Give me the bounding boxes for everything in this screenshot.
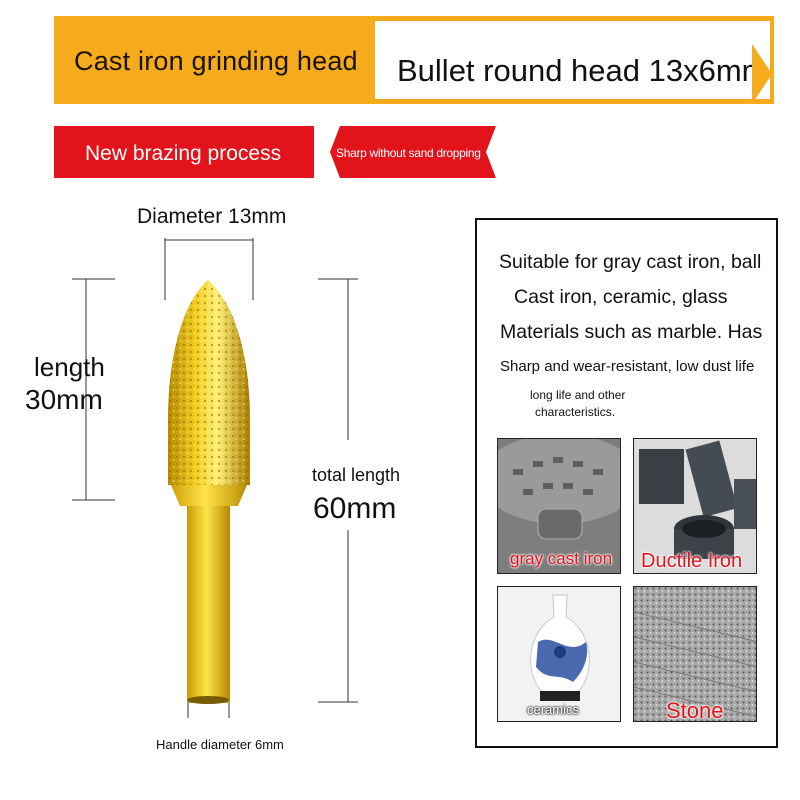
total-length-label: total length (312, 465, 401, 485)
tile-caption-gray-cast-iron: gray cast iron (510, 549, 613, 568)
tile-caption-ductile-iron: Ductile Iron (641, 550, 743, 572)
feature-tag-label: Sharp without sand dropping (336, 146, 481, 160)
panel-line-5: long life and other (530, 388, 626, 402)
panel-line-2: Cast iron, ceramic, glass (514, 286, 728, 308)
panel-line-6: characteristics. (535, 405, 616, 419)
banner-arrow-icon (752, 44, 772, 104)
tile-caption-stone: Stone (666, 698, 724, 723)
length-value: 30mm (25, 384, 103, 415)
total-length-value: 60mm (313, 492, 397, 525)
banner-title: Cast iron grinding head (74, 46, 358, 76)
panel-line-4: Sharp and wear-resistant, low dust life (500, 358, 755, 375)
handle-diameter-label: Handle diameter 6mm (156, 737, 284, 752)
panel-line-3: Materials such as marble. Has (500, 321, 763, 343)
process-tag-label: New brazing process (85, 142, 282, 165)
banner-spec: Bullet round head 13x6mm (397, 53, 768, 88)
diameter-label: Diameter 13mm (137, 205, 287, 228)
length-label: length (34, 352, 105, 382)
tile-caption-ceramics: ceramics (527, 702, 580, 717)
panel-line-1: Suitable for gray cast iron, ball (499, 251, 762, 273)
